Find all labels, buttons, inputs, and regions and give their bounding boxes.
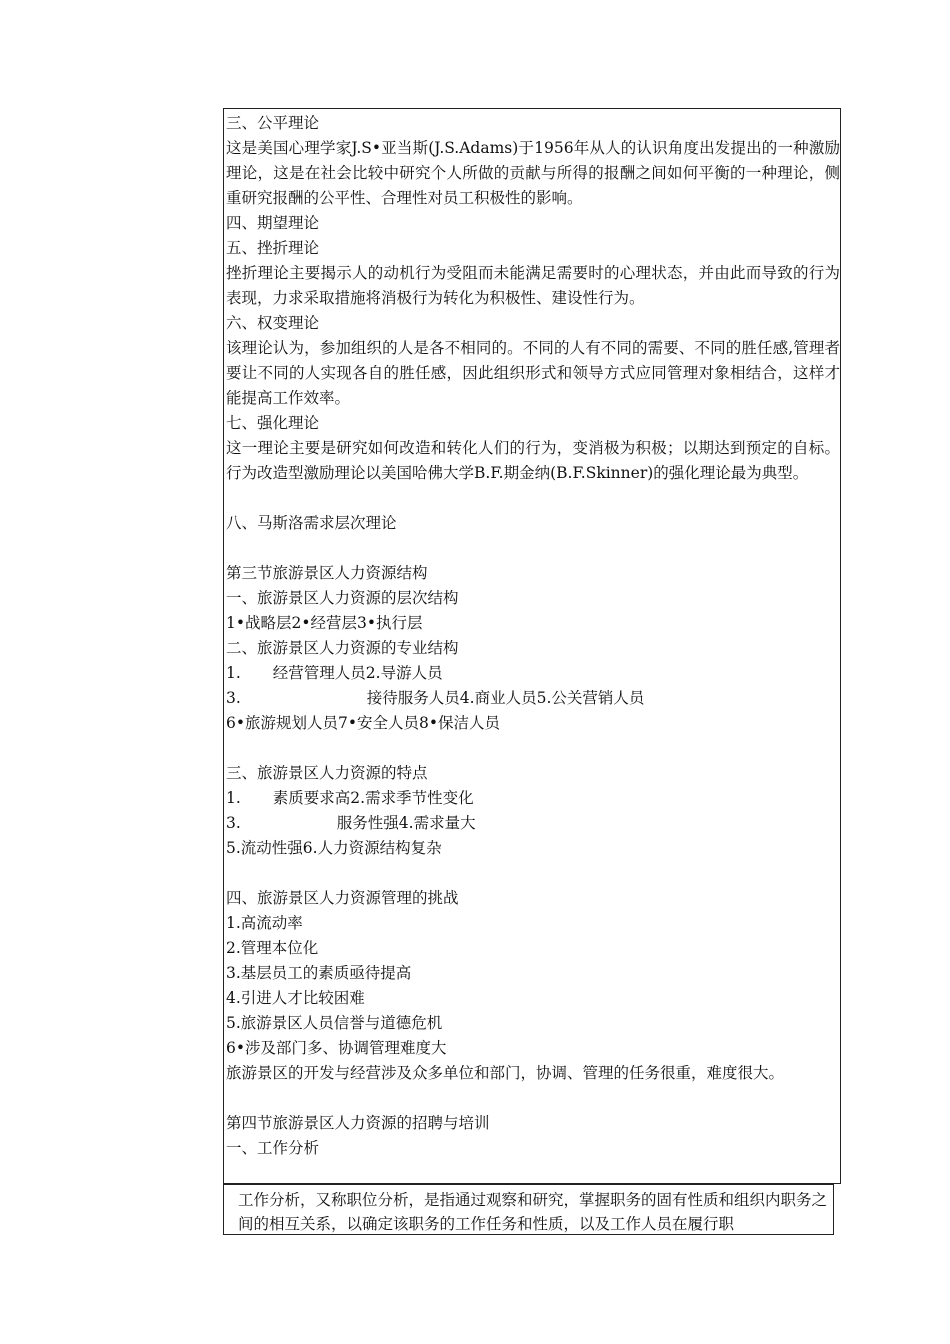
section3-levels-list: 1•战略层2•经营层3•执行层 xyxy=(226,614,423,632)
list-text: 接待服务人员4.商业人员5.公关营销人员 xyxy=(366,689,645,707)
section4-title: 第四节旅游景区人力资源的招聘与培训 xyxy=(226,1114,490,1132)
professional-row-2 xyxy=(226,686,840,711)
section4-heading-job-analysis: 一、工作分析 xyxy=(226,1139,320,1157)
challenge-item: 2.管理本位化 xyxy=(226,939,319,957)
list-number: 1. xyxy=(226,664,241,682)
list-number: 3. xyxy=(226,814,241,832)
spacer xyxy=(226,536,840,561)
features-row-3: 5.流动性强6.人力资源结构复杂 xyxy=(226,839,442,857)
heading-expectancy-theory: 四、期望理论 xyxy=(226,214,320,232)
paragraph-equity-theory: 这是美国心理学家J.S•亚当斯(J.S.Adams)于1956年从人的认识角度出发提出的一种激励理论，这是在社会比较中研究个人所做的贡献与所得的报酬之间如何平衡的一种理论，侧重研究报酬的公平性、合理性对员工积极性的影响。 xyxy=(226,139,840,207)
features-row-1 xyxy=(226,786,840,811)
section3-title: 第三节旅游景区人力资源结构 xyxy=(226,564,428,582)
section3-heading-levels: 一、旅游景区人力资源的层次结构 xyxy=(226,589,459,607)
section3-heading-features: 三、旅游景区人力资源的特点 xyxy=(226,764,428,782)
paragraph-frustration-theory: 挫折理论主要揭示人的动机行为受阻而未能满足需要时的心理状态，并由此而导致的行为表现，力求采取措施将消极行为转化为积极性、建设性行为。 xyxy=(226,264,840,307)
heading-equity-theory: 三、公平理论 xyxy=(226,114,320,132)
challenge-item: 4.引进人才比较困难 xyxy=(226,989,365,1007)
job-analysis-text: 工作分析，又称职位分析，是指通过观察和研究，掌握职务的固有性质和组织内职务之间的相互关系，以确定该职务的工作任务和性质，以及工作人员在履行职 xyxy=(238,1191,828,1233)
heading-reinforcement-theory: 七、强化理论 xyxy=(226,414,320,432)
features-row-2 xyxy=(226,811,840,836)
paragraph-reinforcement-theory: 这一理论主要是研究如何改造和转化人们的行为，变消极为积极；以期达到预定的自标。行为改造型激励理论以美国哈佛大学B.F.期金纳(B.F.Skinner)的强化理论最为典型。 xyxy=(226,439,840,482)
spacer xyxy=(226,1086,840,1111)
list-text: 服务性强4.需求量大 xyxy=(336,814,476,832)
job-analysis-box xyxy=(223,1184,834,1235)
paragraph-contingency-theory: 该理论认为，参加组织的人是各不相同的。不同的人有不同的需要、不同的胜任感,管理者要让不同的人实现各自的胜任感，因此组织形式和领导方式应同管理对象相结合，这样才能提高工作效率。 xyxy=(226,339,840,407)
challenge-item: 1.高流动率 xyxy=(226,914,303,932)
list-text: 经营管理人员2.导游人员 xyxy=(272,664,443,682)
section3-heading-challenges: 四、旅游景区人力资源管理的挑战 xyxy=(226,889,459,907)
challenge-item: 5.旅游景区人员信誉与道德危机 xyxy=(226,1014,443,1032)
list-number: 1. xyxy=(226,789,241,807)
challenge-item: 6•涉及部门多、协调管理难度大 xyxy=(226,1039,447,1057)
document-content xyxy=(226,111,840,1161)
heading-contingency-theory: 六、权变理论 xyxy=(226,314,320,332)
spacer xyxy=(226,861,840,886)
heading-maslow: 八、马斯洛需求层次理论 xyxy=(226,514,397,532)
challenge-note: 旅游景区的开发与经营涉及众多单位和部门，协调、管理的任务很重，难度很大。 xyxy=(226,1064,785,1082)
list-text: 素质要求高2.需求季节性变化 xyxy=(272,789,474,807)
section3-heading-professional: 二、旅游景区人力资源的专业结构 xyxy=(226,639,459,657)
list-number: 3. xyxy=(226,689,241,707)
professional-row-1 xyxy=(226,661,840,686)
spacer xyxy=(226,486,840,511)
professional-row-3: 6•旅游规划人员7•安全人员8•保洁人员 xyxy=(226,714,501,732)
spacer xyxy=(226,736,840,761)
heading-frustration-theory: 五、挫折理论 xyxy=(226,239,320,257)
challenge-item: 3.基层员工的素质亟待提高 xyxy=(226,964,412,982)
